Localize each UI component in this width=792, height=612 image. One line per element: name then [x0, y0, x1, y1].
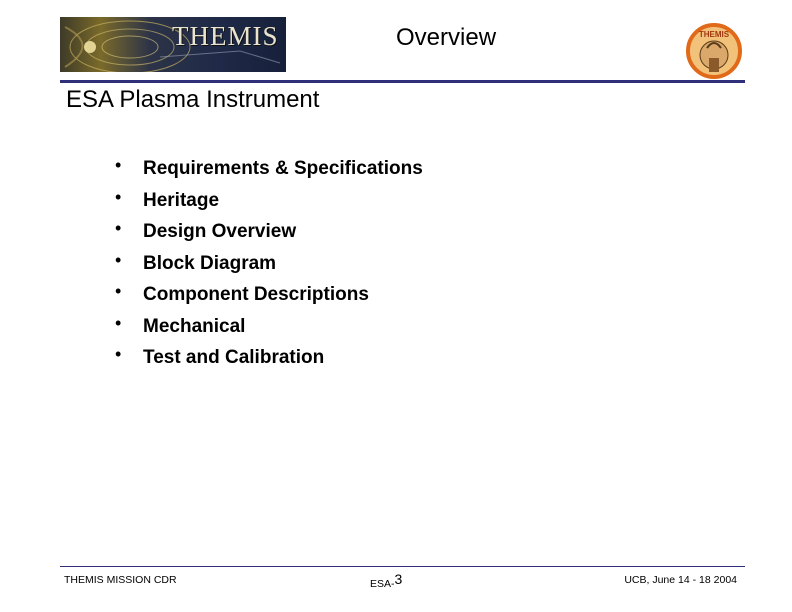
logo-text: THEMIS: [698, 30, 730, 39]
bullet-icon: •: [115, 186, 122, 207]
list-item-label: Design Overview: [143, 221, 297, 242]
banner-title: THEMIS: [172, 21, 279, 51]
bullet-icon: •: [115, 344, 122, 364]
page-number: 3: [394, 571, 403, 587]
bullet-icon: •: [115, 218, 122, 238]
footer-mission: THEMIS MISSION CDR: [64, 574, 177, 586]
footer-page-number: [370, 571, 403, 590]
list-item-label: Component Descriptions: [143, 284, 369, 305]
list-item-label: Test and Calibration: [143, 347, 325, 368]
list-item-label: Heritage: [143, 189, 220, 211]
bullet-icon: •: [115, 249, 122, 270]
bullet-icon: •: [115, 155, 122, 175]
page-title: Overview: [396, 24, 497, 51]
bullet-icon: •: [115, 281, 122, 301]
slide-subtitle: ESA Plasma Instrument: [66, 86, 320, 113]
footer-page-prefix: ESA-: [370, 578, 395, 590]
footer-rule: [60, 566, 745, 567]
footer-date: UCB, June 14 - 18 2004: [624, 574, 737, 586]
list-item-label: Block Diagram: [143, 252, 277, 274]
list-item-label: Requirements & Specifications: [143, 158, 423, 179]
themis-banner: [60, 17, 286, 72]
list-item-label: Mechanical: [143, 315, 246, 337]
bullet-icon: •: [115, 312, 122, 333]
themis-logo: [685, 22, 743, 80]
header-rule: [60, 80, 745, 83]
